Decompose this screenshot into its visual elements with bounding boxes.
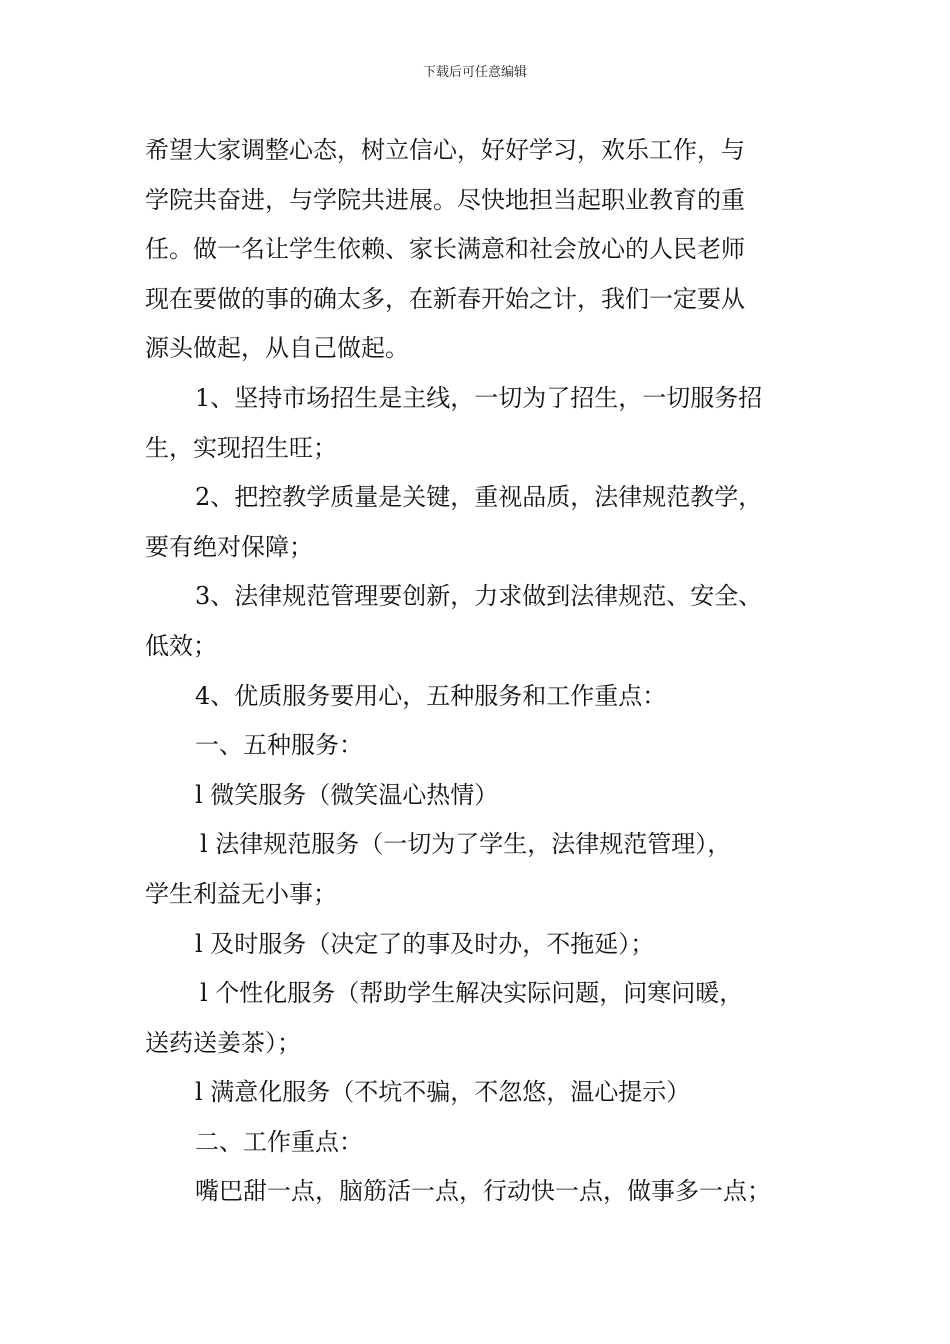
text-line: 嘴巴甜一点，脑筋活一点，行动快一点，做事多一点；	[195, 1177, 771, 1206]
page-header: 下载后可任意编辑	[422, 65, 527, 80]
list-item-4: 4、优质服务要用心，五种服务和工作重点：	[195, 681, 667, 710]
list-item-3: 3、法律规范管理要创新，力求做到法律规范、安全、	[195, 582, 763, 611]
text-line: 希望大家调整心态，树立信心，好好学习，欢乐工作，与	[145, 136, 745, 164]
service-item: l 满意化服务（不坑不骗，不忽悠，温心提示）	[195, 1078, 691, 1107]
service-item: l 及时服务（决定了的事及时办，不拖延）；	[195, 929, 655, 958]
text-line: 送药送姜茶）；	[145, 1028, 301, 1057]
section-heading-five-services: 一、五种服务：	[195, 731, 363, 760]
section-heading-work-focus: 二、工作重点：	[195, 1127, 363, 1156]
text-line: 学院共奋进，与学院共进展。尽快地担当起职业教育的重	[145, 185, 745, 214]
text-line: 源头做起，从自己做起。	[145, 334, 409, 363]
text-line: 任。做一名让学生依赖、家长满意和社会放心的人民老师	[145, 235, 745, 264]
text-line: 学生利益无小事；	[145, 879, 337, 908]
text-line: 生，实现招生旺；	[145, 433, 337, 462]
service-item: l 个性化服务（帮助学生解决实际问题，问寒问暖，	[200, 979, 744, 1008]
document-body	[145, 126, 805, 1217]
list-item-1: 1、坚持市场招生是主线，一切为了招生，一切服务招	[195, 383, 763, 412]
list-item-2: 2、把控教学质量是关键，重视品质，法律规范教学，	[195, 483, 763, 512]
text-line: 要有绝对保障；	[145, 532, 313, 561]
text-line: 现在要做的事的确太多，在新春开始之计，我们一定要从	[145, 284, 745, 313]
service-item: l 法律规范服务（一切为了学生，法律规范管理），	[200, 830, 732, 859]
text-line: 低效；	[145, 631, 217, 660]
service-item: l 微笑服务（微笑温心热情）	[195, 780, 499, 809]
